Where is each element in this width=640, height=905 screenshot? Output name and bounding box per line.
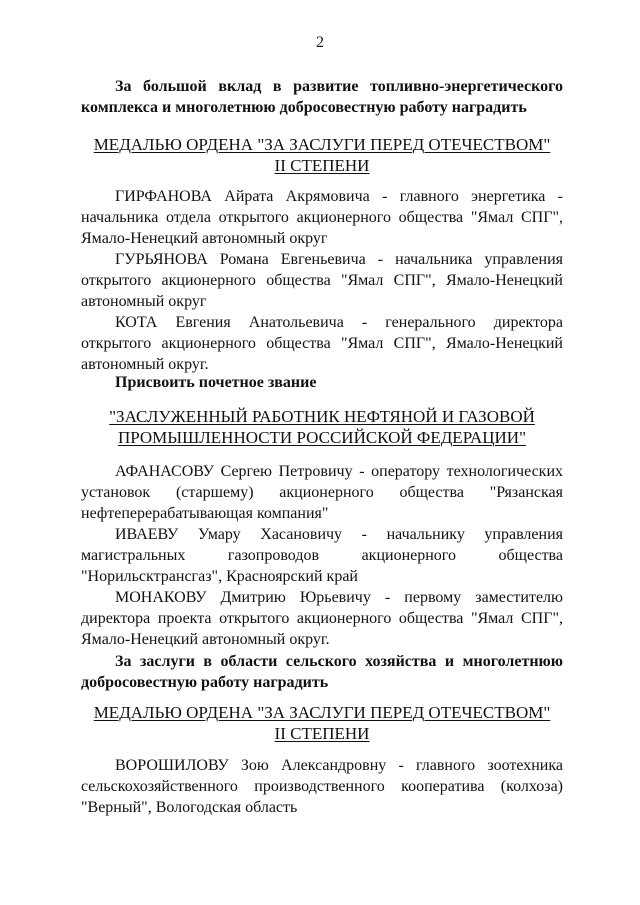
section2-person-3: МОНАКОВУ Дмитрию Юрьевичу - первому заместителю директора проекта открытого акционерного общества "Ямал СПГ", Ямало-Ненецкий автономный округ. (81, 589, 563, 648)
section1-award-title (81, 134, 563, 176)
section1-award-line2: II СТЕПЕНИ (274, 156, 370, 175)
section1-intro: За большой вклад в развитие топливно-энергетического комплекса и многолетнюю добросовестную работу наградить (81, 78, 563, 116)
section3-award-line2: II СТЕПЕНИ (274, 724, 370, 743)
section1-person-3: КОТА Евгения Анатольевича - генерального директора открытого акционерного общества "Ямал СПГ", Ямало-Ненецкий автономный округ. (81, 314, 563, 373)
page-number: 2 (316, 34, 324, 51)
section3-award-line1: МЕДАЛЬЮ ОРДЕНА "ЗА ЗАСЛУГИ ПЕРЕД ОТЕЧЕСТВОМ" (93, 703, 551, 722)
section1-person-2: ГУРЬЯНОВА Романа Евгеньевича - начальника управления открытого акционерного общества "Ямал СПГ", Ямало-Ненецкий автономный округ (81, 251, 563, 310)
section2-title-line2: ПРОМЫШЛЕННОСТИ РОССИЙСКОЙ ФЕДЕРАЦИИ" (117, 428, 527, 447)
section3-award-title (81, 702, 563, 744)
section1-award-line1: МЕДАЛЬЮ ОРДЕНА "ЗА ЗАСЛУГИ ПЕРЕД ОТЕЧЕСТВОМ" (93, 135, 551, 154)
section3-intro: За заслуги в области сельского хозяйства и многолетнюю добросовестную работу наградить (81, 653, 563, 691)
section2-title (81, 406, 563, 448)
section3-person-1: ВОРОШИЛОВУ Зою Александровну - главного зоотехника сельскохозяйственного производственного кооператива (колхоза) "Верный", Вологодская область (81, 757, 563, 816)
section2-title-line1: "ЗАСЛУЖЕННЫЙ РАБОТНИК НЕФТЯНОЙ И ГАЗОВОЙ (109, 407, 535, 426)
section2-intro: Присвоить почетное звание (115, 374, 317, 391)
section2-person-1: АФАНАСОВУ Сергею Петровичу - оператору технологических установок (старшему) акционерного общества "Рязанская нефтеперерабатывающая компания" (81, 463, 563, 522)
section2-person-2: ИВАЕВУ Умару Хасановичу - начальнику управления магистральных газопроводов акционерного общества "Норильсктрансгаз", Красноярский край (81, 526, 563, 585)
section1-person-1: ГИРФАНОВА Айрата Акрямовича - главного энергетика - начальника отдела открытого акционерного общества "Ямал СПГ", Ямало-Ненецкий автономный округ (81, 188, 563, 247)
